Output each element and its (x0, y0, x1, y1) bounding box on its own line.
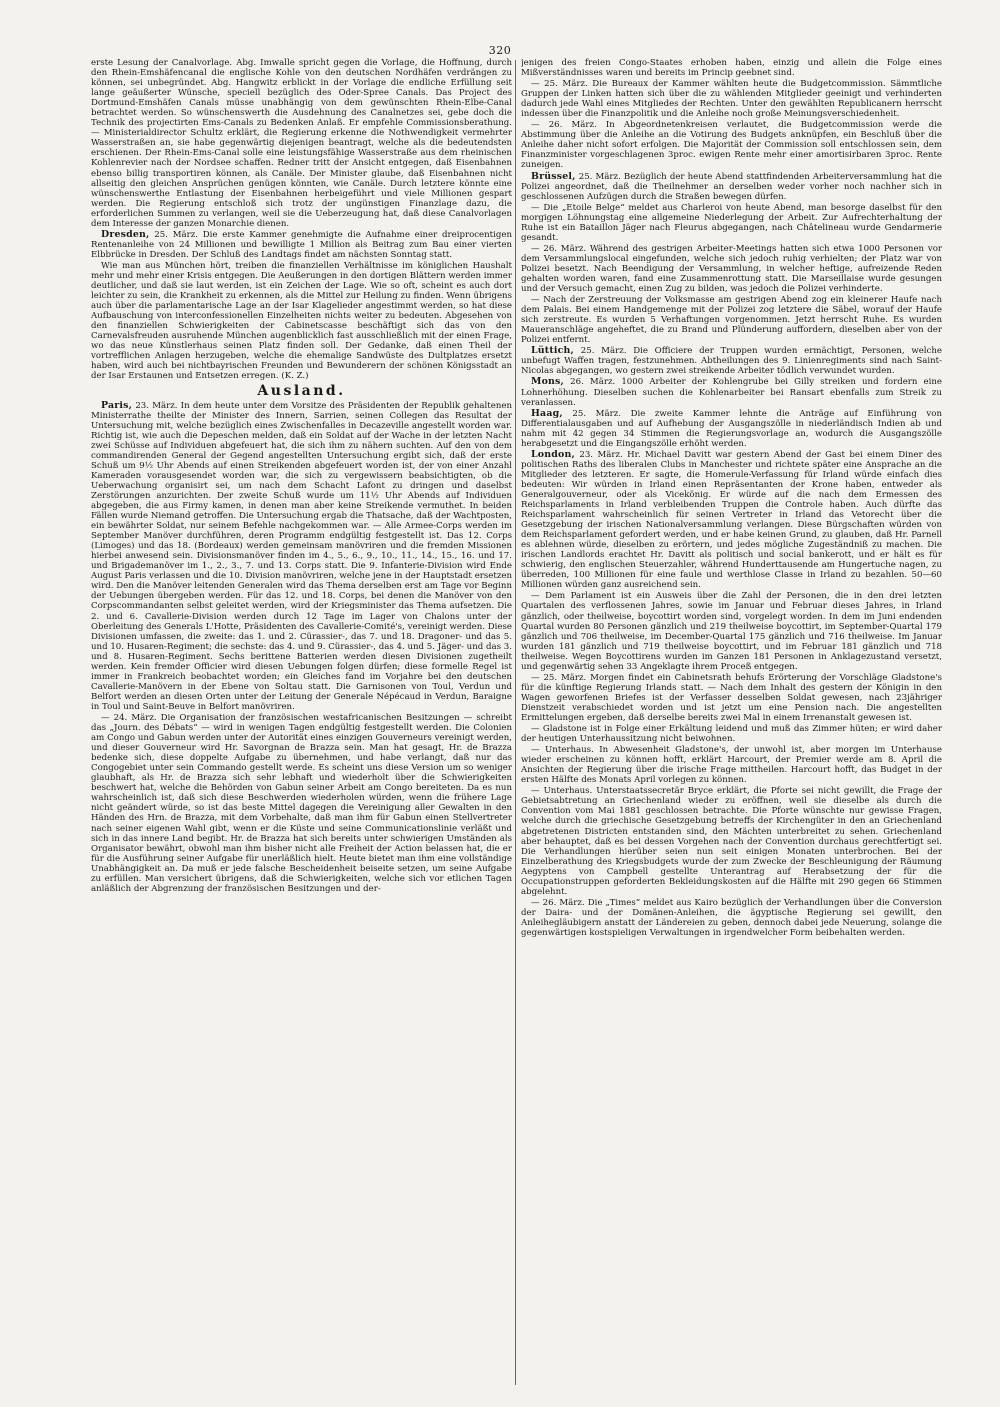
article-paragraph (521, 450, 942, 591)
dateline-place: Dresden, (101, 228, 150, 240)
article-paragraph (521, 898, 942, 938)
paragraph-text: erste Lesung der Canalvorlage. Abg. Imwalle spricht gegen die Vorlage, die Hoffnung, durch den Rhein-Emshäfencanal die englische Kohle von den deutschen Nordhäfen verdrängen zu können, sei unbegründet. Abg. Hangwitz erblickt in der Vorlage die endliche Erfüllung seit lange geäußerter Wünsche, speciell bezüglich des Oder-Spree Canals. Das Project des Dortmund-Emshäfen Canals müsse unabhängig von dem gewünschten Rhein-Elbe-Canal betrachtet werden. So wünschenswerth die Ausdehnung des Canalnetzes sei, gebe doch die Technik des projectirten Ems-Canals zu Bedenken Anlaß. Er empfehle Commissionsberathung. — Ministerialdirector Schultz erklärt, die Regierung erkenne die Nothwendigkeit vermehrter Wasserstraßen an, sie habe gegenwärtig diejenigen beantragt, welche als die bedeutendsten erschienen. Der Rhein-Ems-Canal solle eine leistungsfähige Wasserstraße aus dem rheinischen Kohlenrevier nach der Nordsee schaffen. Redner tritt der Ansicht entgegen, daß Eisenbahnen ebenso billig transportiren können, als Canäle. Der Minister glaube, daß Eisenbahnen nicht allseitig den gleichen Ansprüchen genügen könnten, wie Canäle. Durch letztere könnte eine wünschenswerthe Entlastung der Eisenbahnen herbeigeführt und viele Millionen gespart werden. Die Regierung entschloß sich trotz der ungünstigen Finanzlage dazu, die erforderlichen Summen zu verlangen, weil sie die Ueberzeugung hat, daß diese Canalvorlagen dem Interesse der ganzen Monarchie dienen. (91, 58, 512, 229)
dateline-place: London, (531, 448, 575, 460)
paragraph-text: 25. März. Die zweite Kammer lehnte die Anträge auf Einführung von Differentialausgaben und auf Aufhebung der Ausgangszölle in niederländisch Indien ab und nahm mit 42 gegen 34 Stimmen die Regierungsvorlage an, wodurch die Ausgangszölle herabgesetzt und die Eingangszölle erhöht werden. (521, 408, 942, 449)
paragraph-text: jenigen des freien Congo-Staates erhoben haben, einzig und allein die Folge eines Mißverständnisses waren und bereits im Princip geebnet sind. (521, 58, 942, 79)
paragraph-text: — Die „Etoile Belge“ meldet aus Charleroi von heute Abend, man besorge daselbst für den morgigen Löhnungstag eine allgemeine Niederlegung der Arbeit. Zur Aufrechterhaltung der Ruhe ist ein Bataillon Jäger nach Fleurus abgegangen, nach Châtelineau wurde Gendarmerie gesandt. (521, 202, 942, 243)
germany-news-block (91, 58, 512, 382)
paragraph-text: 23. März. Hr. Michael Davitt war gestern Abend der Gast bei einem Diner des politischen Raths des liberalen Clubs in Manchester und richtete später eine Ansprache an die Mitglieder des letzteren. Er sagte, die Homerule-Verfassung für Irland würde einfach dies bedeuten: Wir würden in Irland einen Repräsentanten der Krone haben, entweder als Generalgouverneur, oder als Vicekönig. Er würde auf die nach dem Ermessen des Reichsparlaments in Irland verbleibenden Truppen die Controle haben. Auch dürfte das Reichsparlament wahrscheinlich für seinen Vertreter in Irland das Vetorecht über die Gesetzgebung der irischen Nationalversammlung verlangen. Diese Bürgschaften würden von dem Reichsparlament gefordert werden, und er habe keinen Grund, zu glauben, daß Hr. Parnell es ablehnen würde, dieselben zu erörtern, und jedes mögliche Zugeständniß zu machen. Die irischen Landlords erachtet Hr. Davitt als politisch und social bankerott, und er hält es für schwierig, den englischen Steuerzahler, während Hunderttausende am Hungertuche nagen, zu überreden, 100 Millionen für eine faule und werthlose Classe in Irland zu bezahlen. 50—60 Millionen würden ganz ausreichend sein. (521, 449, 942, 591)
paragraph-text: — Gladstone ist in Folge einer Erkältung leidend und muß das Zimmer hüten; er wird daher der heutigen Unterhaussitzung nicht beiwohnen. (521, 724, 942, 745)
dateline-place: Paris, (101, 399, 133, 411)
paragraph-text: — 24. März. Die Organisation der französischen westafricanischen Besitzungen — schreibt das „Journ. des Débats“ — wird in wenigen Tagen endgültig festgestellt werden. Die Colonien am Congo und Gabun werden unter der Autorität eines einzigen Gouverneurs vereinigt werden, und dieser Gouverneur wird Hr. Savorgnan de Brazza sein. Man hat gesagt, Hr. de Brazza bedenke sich, diese doppelte Aufgabe zu übernehmen, und habe verlangt, daß nur das Congogebiet unter sein Commando gestellt werde. Es scheint uns diese Version um so weniger glaubhaft, als Hr. de Brazza sich sehr lebhaft und wiederholt über die Schwierigkeiten beschwert hat, welche die Behörden von Gabun seiner Arbeit am Congo bereiteten. Da es nun wahrscheinlich ist, daß sich diese Beschwerden wiederholen würden, wenn die frühere Lage nicht geändert würde, so ist das beste Mittel dagegen die Vereinigung aller Gewalten in den Händen des Hrn. de Brazza, mit dem Vorbehalte, daß man ihm für Gabun einen Stellvertreter nach seiner eigenen Wahl gibt, wenn er die Küste und seine Communicationslinie verläßt und sich in das innere Land begibt. Hr. de Brazza hat sich bereits unter schwierigen Umständen als Organisator bewährt, obwohl man ihm bisher nicht alle Freiheit der Action belassen hat, die er für die Ausführung seiner Aufgabe für unerläßlich hielt. Heute bietet man ihm eine vollständige Unabhängigkeit an. Da muß er jede falsche Bescheidenheit beiseite setzen, um seine Aufgabe zu erfüllen. Man versichert übrigens, daß die Schwierigkeiten, welche sich vor etlichen Tagen anläßlich der Abgrenzung der französischen Besitzungen und der- (91, 713, 512, 894)
paragraph-text: 25. März. Die Officiere der Truppen wurden ermächtigt, Personen, welche unbefugt Waffen tragen, festzunehmen. Abtheilungen des 9. Linienregiments sind nach Saint-Nicolas abgegangen, wo gestern zwei streikende Arbeiter tödlich verwundet wurden. (521, 346, 942, 377)
article-paragraph (521, 203, 942, 243)
article-paragraph (521, 591, 942, 671)
paragraph-text: — 26. März. In Abgeordnetenkreisen verlautet, die Budgetcommission werde die Abstimmung über die Anleihe an die Votirung des Budgets anknüpfen, ein Beschluß über die Anleihe daher nicht sofort erfolgen. Die Majorität der Commission soll entschlossen sein, dem Finanzminister vorgeschlagenen 3proc. ewigen Rente mehr einer amortisirbaren 3proc. Rente zuneigen. (521, 120, 942, 171)
paragraph-text: — 26. März. Die „Times“ meldet aus Kairo bezüglich der Verhandlungen über die Conversion der Daira- und der Domänen-Anleihen, die ägyptische Regierung sei gewillt, den Anleihegläubigern anstatt der Ländereien zu geben, dennoch dabei jede Neuerung, solange die gegenwärtigen kostspieligen Verwaltungen in irgendwelcher Form beibehalten werden. (521, 897, 942, 938)
dateline-place: Lüttich, (531, 345, 575, 357)
article-paragraph (521, 244, 942, 294)
article-paragraph (521, 377, 942, 407)
paragraph-text: 25. März. Die erste Kammer genehmigte die Aufnahme einer dreiprocentigen Rentenanleihe von 24 Millionen und bewilligte 1 Million als Beitrag zum Bau einer vierten Elbbrücke in Dresden. Der Schluß des Landtags findet am nächsten Sonntag statt. (91, 229, 512, 260)
paragraph-text: — 26. März. Während des gestrigen Arbeiter-Meetings hatten sich etwa 1000 Personen vor dem Versammlungslocal eingefunden, welche sich jedoch ruhig verhielten; der Platz war von Polizei besetzt. Nach Beendigung der Versammlung, in welcher heftige, aufreizende Reden gehalten worden waren, fand eine Zusammenrottung statt. Die Marseillaise wurde gesungen und der Versuch gemacht, einen Zug zu bilden, was jedoch die Polizei verhinderte. (521, 243, 942, 295)
paragraph-text: Wie man aus München hört, treiben die finanziellen Verhältnisse im königlichen Haushalt mehr und mehr einer Krisis entgegen. Die Aeußerungen in den dortigen Blättern werden immer deutlicher, und daß sie laut werden, ist ein Zeichen der Lage. Wie so oft, scheint es auch dort leichter zu sein, die Krankheit zu erkennen, als die Mittel zur Heilung zu finden. Wenn übrigens auch über die parlamentarische Lage an der Isar Klagelieder angestimmt werden, so hat diese Aufbauschung von interconfessionellen Einzelheiten nichts weiter zu bedeuten. Abgesehen von den finanziellen Schwierigkeiten der Cabinetscasse beschäftigt sich das von den Carnevalsfreuden ausruhende München augenblicklich fast ausschließlich mit der einen Frage, wo das neue Künstlerhaus seinen Platz finden soll. Der Gedanke, daß einen Theil der vortrefflichen Anlagen herzugeben, welche die ehemalige Sandwüste des Dultplatzes ersetzt haben, wird auch bei nichtbayrischen Freunden und Bewunderern der schönen Königsstadt an der Isar Erstaunen und Entsetzen erregen. (K. Z.) (91, 260, 512, 382)
paragraph-text: 26. März. 1000 Arbeiter der Kohlengrube bei Gilly streiken und fordern eine Lohnerhöhung. Dieselben suchen die Kohlenarbeiter bei Ransart ebenfalls zum Streik zu veranlassen. (521, 377, 942, 408)
article-paragraph (521, 172, 942, 202)
article-paragraph (521, 79, 942, 119)
article-paragraph (91, 713, 512, 894)
article-paragraph (91, 401, 512, 712)
article-paragraph (91, 58, 512, 229)
dateline-place: Mons, (531, 376, 564, 388)
article-paragraph (521, 724, 942, 744)
paragraph-text: — 25. März. Die Bureaux der Kammer wählten heute die Budgetcommission. Sämmtliche Gruppen der Linken hatten sich über die zu wählenden Mitglieder geeinigt und verhinderten dadurch jede Wahl eines Mitgliedes der Rechten. Unter den gewählten Republicanern herrscht indessen über die Finanzpolitik und die Anleihe noch große Meinungsverschiedenheit. (521, 79, 942, 120)
right-news-block (521, 58, 942, 938)
article-paragraph (521, 409, 942, 449)
article-paragraph (521, 120, 942, 170)
abroad-news-block (91, 401, 512, 894)
article-paragraph (91, 261, 512, 382)
article-paragraph (521, 295, 942, 345)
paragraph-text: 23. März. In dem heute unter dem Vorsitze des Präsidenten der Republik gehaltenen Ministerrathe theilte der Minister des Innern, Sarrien, seinen Collegen das Resultat der Untersuchung mit, welche bezüglich eines Zwischenfalles in Decazeville angestellt worden war. Richtig ist, wie auch die Depeschen melden, daß ein Soldat auf der Wache in der letzten Nacht zwei Schüsse auf Individuen abgefeuert hat, die sich ihm zu nähern suchten. Auf den von dem commandirenden General der Gegend angestellten Untersuchung ergibt sich, daß der erste Schuß um 9½ Uhr Abends auf einen Streikenden abgefeuert worden ist, der von einer Anzahl Kameraden vorausgesendet worden war, die sich zu vergewissern beabsichtigten, ob die Ueberwachung organisirt sei, um nach dem Schacht Lafont zu dringen und daselbst Zerstörungen anzurichten. Der zweite Schuß wurde um 11½ Uhr Abends auf Individuen abgegeben, die aus Firmy kamen, in denen man aber keine Streikende vermuthet. In beiden Fällen wurde Niemand getroffen. Die Untersuchung ergab die Thatsache, daß der Wachtposten, ein bewährter Soldat, nur seinem Befehle nachgekommen war. — Alle Armee-Corps werden im September Manöver durchführen, deren Programm endgültig festgestellt ist. Das 12. Corps (Limoges) und das 18. (Bordeaux) werden gemeinsam manövriren und die fremden Missionen hierbei anwesend sein. Divisionsmanöver finden im 4., 5., 6., 9., 10., 11., 14., 15., 16. und 17. und Brigademanöver im 1., 2., 3., 7. und 13. Corps statt. Die 9. Infanterie-Division wird Ende August Paris verlassen und die 10. Division manövriren, welche jene in der Hauptstadt ersetzen wird. Den die Manöver leitenden Generalen wird das Thema derselben erst am Tage vor Beginn der Uebungen übergeben werden. Für das 12. und 18. Corps, bei denen die Manöver von den Corpscommandanten selbst geleitet werden, wird der Kriegsminister das Thema aufsetzen. Die 2. und 6. Cavallerie-Division werden durch 12 Tage im Lager von Chalons unter der Oberleitung des Generals L'Hotte, Präsidenten des Cavallerie-Comité's, vereinigt werden. Diese Divisionen umfassen, die zweite: das 1. und 2. Cürassier-, das 7. und 18. Dragoner- und das 5. und 10. Husaren-Regiment; die sechste: das 4. und 9. Cürassier-, das 4. und 5. Jäger- und das 3. und 8. Husaren-Regiment. Sechs berittene Batterien werden diesen Divisionen zugetheilt werden. Kein fremder Officier wird diesen Uebungen folgen dürfen; diese formelle Regel ist immer in Frankreich beobachtet worden; ein Gleiches fand im Vorjahre bei den deutschen Cavallerie-Manövern in der Ebene von Soltau statt. Die Garnisonen von Toul, Verdun und Belfort werden an diesen Orten unter der Leitung der Generale Népécaud in Verdun, Baraigne in Toul und Saint-Beuve in Belfort manövriren. (91, 400, 512, 712)
paragraph-text: — Nach der Zerstreuung der Volksmasse am gestrigen Abend zog ein kleinerer Haufe nach dem Palais. Bei einem Handgemenge mit der Polizei zog letztere die Säbel, worauf der Haufe sich zerstreute. Es wurden 5 Verhaftungen vorgenommen. Jetzt herrscht Ruhe. Es wurden Maueranschläge angeheftet, die zu Brand und Plünderung auffordern, dieselben aber von der Polizei entfernt. (521, 295, 942, 346)
left-column (91, 58, 512, 1388)
column-divider (515, 60, 516, 1385)
paragraph-text: — Dem Parlament ist ein Ausweis über die Zahl der Personen, die in den drei letzten Quartalen des verflossenen Jahres, sowie im Januar und Februar dieses Jahres, in Irland gänzlich, oder theilweise, boycottirt worden sind, vorgelegt worden. In dem im Juni endenden Quartal wurden 80 Personen gänzlich und 219 theilweise boycottirt, im September-Quartal 179 gänzlich und 706 theilweise, im December-Quartal 175 gänzlich und 716 theilweise. Im Januar wurden 181 gänzlich und 719 theilweise boycottirt, und im Februar 181 gänzlich und 718 theilweise. Wegen Boycottirens wurden im Ganzen 181 Personen in Anklagezustand versetzt, und gegenwärtig sehen 33 Angeklagte ihrem Proceß entgegen. (521, 591, 942, 672)
paragraph-text: — Unterhaus. In Abwesenheit Gladstone's, der unwohl ist, aber morgen im Unterhause wieder erscheinen zu können hofft, erklärt Harcourt, der Premier werde am 8. April die Ansichten der Regierung über die irische Frage mittheilen. Harcourt hofft, das Budget in der ersten Hälfte des Monats April vorlegen zu können. (521, 745, 942, 786)
page-number: 320 (488, 44, 512, 57)
section-heading-ausland: Ausland. (257, 382, 346, 399)
article-paragraph (521, 346, 942, 376)
article-paragraph (521, 786, 942, 897)
paragraph-text: — Unterhaus. Unterstaatssecretär Bryce erklärt, die Pforte sei nicht gewillt, die Frage der Gebietsabtretung an Griechenland wieder zu eröffnen, weil sie dieselbe als durch die Convention vom Mai 1881 geschlossen betrachte. Die Pforte wünschte nur gewisse Fragen, welche durch die griechische Gesetzgebung betreffs der Kirchengüter in den an Griechenland abgetretenen Districten entstanden sind, den Mächten unterbreitet zu sehen. Griechenland aber behauptet, daß es bei dessen Vorgehen nach der Convention durchaus gerechtfertigt sei. Die Verhandlungen hierüber seien nun seit einigen Monaten unterbrochen. Bei der Einzelberathung des Kriegsbudgets wurde der zum Zwecke der Beschleunigung der Räumung Aegyptens von Campbell gestellte Unterantrag auf Herabsetzung der für die Occupationstruppen geforderten Bekleidungskosten auf die Hälfte mit 290 gegen 66 Stimmen abgelehnt. (521, 786, 942, 897)
article-paragraph (91, 230, 512, 260)
dateline-place: Brüssel, (531, 170, 576, 182)
right-column (521, 58, 942, 1388)
paragraph-text: 25. März. Bezüglich der heute Abend stattfindenden Arbeiterversammlung hat die Polizei angeordnet, daß die Theilnehmer an derselben weder vorher noch nachher sich in geschlossenen Aufzügen durch die Straßen bewegen dürfen. (521, 171, 942, 202)
article-paragraph (521, 58, 942, 78)
article-paragraph (521, 745, 942, 785)
dateline-place: Haag, (531, 407, 563, 419)
paragraph-text: — 25. März. Morgen findet ein Cabinetsrath behufs Erörterung der Vorschläge Gladstone's für die künftige Regierung Irlands statt. — Nach dem Inhalt des gestern der Königin in den Wagen geworfenen Briefes ist der Verfasser desselben Soldat gewesen, nach 23jähriger Dienstzeit verabschiedet worden und ist jetzt um eine Pension nach. Die angestellten Ermittelungen ergeben, daß derselbe bereits zwei Mal in einem Irrenanstalt gewesen ist. (521, 672, 942, 723)
article-paragraph (521, 673, 942, 723)
